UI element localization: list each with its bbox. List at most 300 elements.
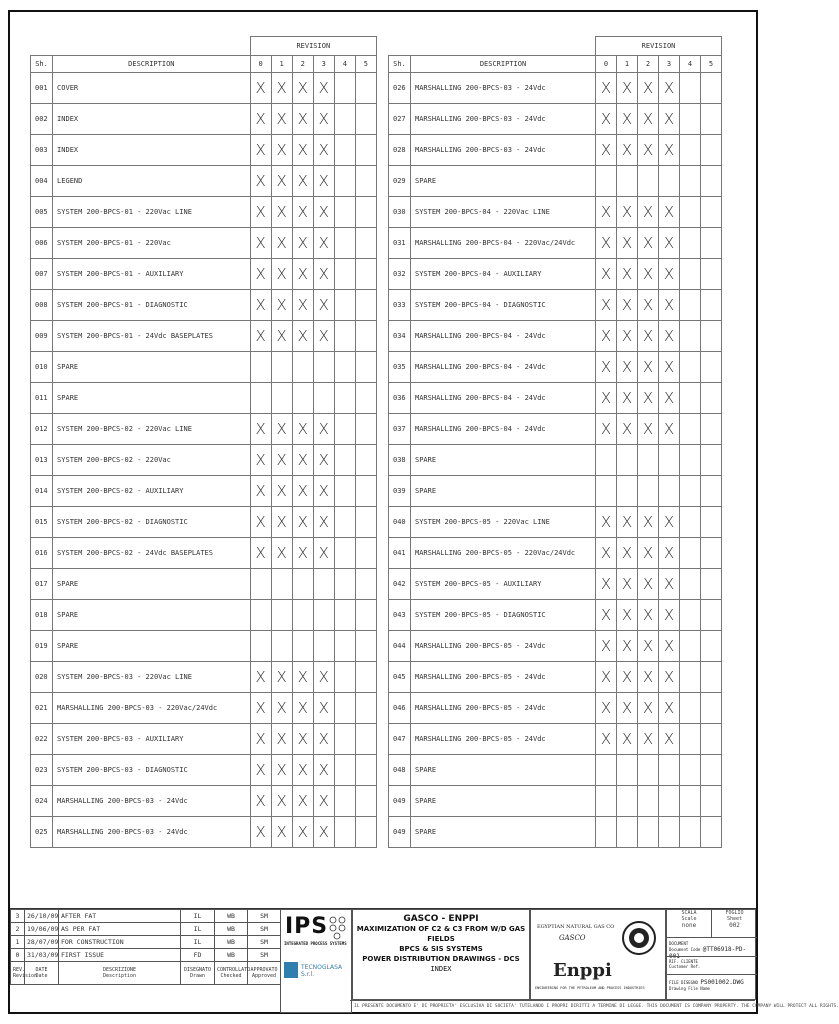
revision-mark-cell xyxy=(617,755,638,786)
index-row xyxy=(389,290,722,321)
revision-mark-cell xyxy=(596,445,617,476)
sheet-number-cell: 030 xyxy=(389,197,411,228)
revision-mark-cell xyxy=(334,507,355,538)
index-row xyxy=(389,817,722,848)
revision-mark-cell xyxy=(292,600,313,631)
revision-mark-cell xyxy=(355,693,376,724)
revision-mark-cell xyxy=(701,166,722,197)
revision-mark-cell: X xyxy=(596,383,617,414)
revision-mark-cell: X xyxy=(250,135,271,166)
index-row xyxy=(31,538,377,569)
revision-mark-cell: X xyxy=(596,104,617,135)
revision-mark-cell: X xyxy=(271,786,292,817)
description-cell: MARSHALLING 200-BPCS-04 - 220Vac/24Vdc xyxy=(411,228,596,259)
revision-mark-cell xyxy=(292,631,313,662)
revision-header: REVISION xyxy=(596,37,722,56)
revision-dr-cell: IL xyxy=(181,910,215,923)
revision-mark-cell: X xyxy=(250,259,271,290)
revision-mark-cell xyxy=(334,445,355,476)
description-cell: SYSTEM 200-BPCS-01 - 220Vac xyxy=(53,228,251,259)
revision-mark-cell: X xyxy=(313,321,334,352)
description-col-header: DESCRIPTION xyxy=(411,56,596,73)
revision-mark-cell: X xyxy=(659,724,680,755)
revision-ck-cell: WB xyxy=(215,923,248,936)
revision-mark-cell xyxy=(680,786,701,817)
revision-mark-cell: X xyxy=(617,104,638,135)
index-row xyxy=(31,259,377,290)
revision-mark-cell xyxy=(313,383,334,414)
revision-mark-cell xyxy=(334,569,355,600)
description-cell: MARSHALLING 200-BPCS-03 - 24Vdc xyxy=(53,786,251,817)
revision-mark-cell xyxy=(680,228,701,259)
index-row xyxy=(389,166,722,197)
sheet-number-cell: 024 xyxy=(31,786,53,817)
revision-mark-cell: X xyxy=(659,73,680,104)
description-cell: SYSTEM 200-BPCS-03 - 220Vac LINE xyxy=(53,662,251,693)
revision-mark-cell: X xyxy=(313,166,334,197)
revision-mark-cell xyxy=(701,693,722,724)
revision-mark-cell: X xyxy=(659,631,680,662)
description-cell: SYSTEM 200-BPCS-01 - 220Vac LINE xyxy=(53,197,251,228)
revision-mark-cell: X xyxy=(292,507,313,538)
revision-mark-cell: X xyxy=(292,321,313,352)
revision-mark-cell xyxy=(355,290,376,321)
revision-mark-cell: X xyxy=(313,662,334,693)
revision-mark-cell xyxy=(355,662,376,693)
revision-ck-cell: WB xyxy=(215,949,248,962)
revision-mark-cell xyxy=(680,538,701,569)
revision-mark-cell: X xyxy=(313,197,334,228)
revision-mark-cell: X xyxy=(638,693,659,724)
revision-mark-cell xyxy=(355,228,376,259)
description-cell: SYSTEM 200-BPCS-04 - AUXILIARY xyxy=(411,259,596,290)
index-row xyxy=(31,197,377,228)
revision-mark-cell: X xyxy=(313,73,334,104)
index-row xyxy=(389,383,722,414)
revision-desc-cell: FOR CONSTRUCTION xyxy=(59,936,181,949)
revision-mark-cell xyxy=(355,817,376,848)
revision-mark-cell xyxy=(313,600,334,631)
client-name: EGYPTIAN NATURAL GAS CO xyxy=(537,924,615,930)
revision-mark-cell xyxy=(659,445,680,476)
description-cell: SYSTEM 200-BPCS-01 - AUXILIARY xyxy=(53,259,251,290)
sheet-number-cell: 031 xyxy=(389,228,411,259)
index-row xyxy=(31,228,377,259)
client-short: GASCO xyxy=(559,934,586,942)
revision-mark-cell xyxy=(271,383,292,414)
sheet-number-cell: 016 xyxy=(31,538,53,569)
revision-mark-cell: X xyxy=(638,414,659,445)
revision-mark-cell xyxy=(334,631,355,662)
revision-mark-cell: X xyxy=(250,414,271,445)
revision-mark-cell xyxy=(680,476,701,507)
revision-mark-cell: X xyxy=(271,321,292,352)
revision-mark-cell: X xyxy=(617,569,638,600)
index-table-right xyxy=(388,36,722,848)
revision-mark-cell: X xyxy=(617,600,638,631)
revision-ck-cell: WB xyxy=(215,936,248,949)
index-row xyxy=(31,662,377,693)
revision-mark-cell: X xyxy=(271,414,292,445)
sheet-number-cell: 048 xyxy=(389,755,411,786)
revision-mark-cell: X xyxy=(617,383,638,414)
tecnoglasa-logo: TECNOGLASA xyxy=(301,964,343,971)
revision-mark-cell: X xyxy=(292,476,313,507)
sheet-label: FOGLIO xyxy=(725,910,744,916)
revision-mark-cell: X xyxy=(292,786,313,817)
index-row xyxy=(389,724,722,755)
revision-mark-cell: X xyxy=(617,352,638,383)
revision-mark-cell xyxy=(680,600,701,631)
sheet-number-cell: 006 xyxy=(31,228,53,259)
sheet-number-cell: 021 xyxy=(31,693,53,724)
revision-mark-cell: X xyxy=(250,166,271,197)
revision-mark-cell xyxy=(701,600,722,631)
revision-mark-cell xyxy=(680,383,701,414)
description-cell: INDEX xyxy=(53,104,251,135)
description-cell: SYSTEM 200-BPCS-01 - 24Vdc BASEPLATES xyxy=(53,321,251,352)
revision-mark-cell xyxy=(596,166,617,197)
index-row xyxy=(389,104,722,135)
revision-mark-cell: X xyxy=(659,352,680,383)
revision-mark-cell: X xyxy=(271,662,292,693)
revision-mark-cell: X xyxy=(292,414,313,445)
revision-mark-cell: X xyxy=(638,600,659,631)
sheet-number-cell: 023 xyxy=(31,755,53,786)
revision-history-table xyxy=(10,909,281,985)
description-cell: SPARE xyxy=(411,476,596,507)
description-cell: MARSHALLING 200-BPCS-03 - 24Vdc xyxy=(411,104,596,135)
index-row xyxy=(389,569,722,600)
revision-date-cell: 19/06/09 xyxy=(25,923,59,936)
revision-mark-cell xyxy=(334,197,355,228)
description-cell: SYSTEM 200-BPCS-02 - 24Vdc BASEPLATES xyxy=(53,538,251,569)
revision-mark-cell: X xyxy=(271,135,292,166)
sheet-number-cell: 003 xyxy=(31,135,53,166)
index-row xyxy=(389,445,722,476)
revision-mark-cell: X xyxy=(638,569,659,600)
revision-mark-cell xyxy=(355,104,376,135)
revision-mark-cell xyxy=(355,476,376,507)
sheet-number-cell: 034 xyxy=(389,321,411,352)
revision-mark-cell: X xyxy=(638,631,659,662)
sheet-number-cell: 049 xyxy=(389,786,411,817)
description-cell: SPARE xyxy=(411,445,596,476)
description-cell: MARSHALLING 200-BPCS-05 - 220Vac/24Vdc xyxy=(411,538,596,569)
client-box xyxy=(530,909,666,1000)
revision-mark-cell: X xyxy=(638,383,659,414)
revision-mark-cell: X xyxy=(313,445,334,476)
revision-mark-cell xyxy=(292,569,313,600)
document-code: @TT06918-PD-001 xyxy=(669,946,747,960)
revision-mark-cell: X xyxy=(313,414,334,445)
tecnoglasa-suffix: S.r.l. xyxy=(301,971,315,978)
revision-mark-cell: X xyxy=(659,197,680,228)
description-cell: SYSTEM 200-BPCS-04 - 220Vac LINE xyxy=(411,197,596,228)
revision-mark-cell xyxy=(701,445,722,476)
scale-value: none xyxy=(681,922,697,929)
description-cell: MARSHALLING 200-BPCS-04 - 24Vdc xyxy=(411,383,596,414)
index-row xyxy=(389,631,722,662)
project-line-1: MAXIMIZATION OF C2 & C3 FROM W/D GAS FIELDS xyxy=(356,925,526,943)
revision-mark-cell: X xyxy=(617,135,638,166)
index-row xyxy=(389,662,722,693)
revision-mark-cell xyxy=(659,755,680,786)
drawn-header: DISEGNATO xyxy=(183,967,212,973)
sheet-number-cell: 047 xyxy=(389,724,411,755)
sheet-number-cell: 017 xyxy=(31,569,53,600)
contractor-logo-box xyxy=(280,909,352,1013)
index-row xyxy=(31,817,377,848)
revision-mark-cell xyxy=(617,786,638,817)
revision-mark-cell xyxy=(701,786,722,817)
sheet-number-cell: 001 xyxy=(31,73,53,104)
sheet-number-cell: 049 xyxy=(389,817,411,848)
revision-mark-cell: X xyxy=(313,724,334,755)
enppi-tagline: ENGINEERING FOR THE PETROLEUM AND PROCESS INDUSTRIES xyxy=(535,986,645,990)
revision-mark-cell xyxy=(659,817,680,848)
revision-mark-cell: X xyxy=(596,73,617,104)
revision-mark-cell xyxy=(334,662,355,693)
revision-mark-cell xyxy=(701,290,722,321)
index-row xyxy=(31,476,377,507)
revision-mark-cell xyxy=(355,786,376,817)
index-row xyxy=(31,755,377,786)
revision-mark-cell: X xyxy=(250,817,271,848)
revision-mark-cell xyxy=(313,631,334,662)
sheet-number-cell: 015 xyxy=(31,507,53,538)
revision-date-cell: 28/07/09 xyxy=(25,936,59,949)
index-row xyxy=(31,631,377,662)
revision-mark-cell xyxy=(617,817,638,848)
revision-header: REVISION xyxy=(250,37,376,56)
index-row xyxy=(389,476,722,507)
revision-date-cell: 31/03/09 xyxy=(25,949,59,962)
revision-mark-cell: X xyxy=(292,817,313,848)
revision-mark-cell xyxy=(596,476,617,507)
tecnoglasa-icon xyxy=(284,962,298,978)
description-cell: SYSTEM 200-BPCS-03 - AUXILIARY xyxy=(53,724,251,755)
checked-sub-header: Checked xyxy=(220,973,242,979)
sheet-number-cell: 044 xyxy=(389,631,411,662)
revision-mark-cell: X xyxy=(250,786,271,817)
revision-date-cell: 26/10/09 xyxy=(25,910,59,923)
sheet-number-cell: 005 xyxy=(31,197,53,228)
revision-mark-cell: X xyxy=(313,290,334,321)
customer-ref-label: RIF. CLIENTE xyxy=(669,959,698,964)
drawing-title: INDEX xyxy=(430,965,452,973)
rev-col-header: 0 xyxy=(596,56,617,73)
revision-mark-cell: X xyxy=(250,538,271,569)
revision-mark-cell xyxy=(355,259,376,290)
revision-mark-cell xyxy=(596,817,617,848)
revision-mark-cell: X xyxy=(659,662,680,693)
revision-mark-cell xyxy=(334,724,355,755)
revision-mark-cell xyxy=(701,631,722,662)
revision-dr-cell: IL xyxy=(181,923,215,936)
revision-mark-cell xyxy=(250,569,271,600)
sheet-number-cell: 022 xyxy=(31,724,53,755)
index-row xyxy=(389,755,722,786)
revision-mark-cell: X xyxy=(313,135,334,166)
revision-mark-cell: X xyxy=(292,755,313,786)
revision-mark-cell: X xyxy=(250,693,271,724)
sheet-number-cell: 009 xyxy=(31,321,53,352)
revision-mark-cell xyxy=(334,476,355,507)
revision-mark-cell: X xyxy=(617,538,638,569)
sheet-number-cell: 033 xyxy=(389,290,411,321)
revision-mark-cell: X xyxy=(596,290,617,321)
document-sub-label: Document Code xyxy=(669,947,701,952)
revision-mark-cell xyxy=(334,600,355,631)
revision-mark-cell: X xyxy=(659,104,680,135)
drawn-sub-header: Drawn xyxy=(189,973,206,979)
revision-mark-cell xyxy=(355,724,376,755)
revision-mark-cell: X xyxy=(271,104,292,135)
index-row xyxy=(389,228,722,259)
index-row xyxy=(31,104,377,135)
sheet-number-cell: 002 xyxy=(31,104,53,135)
revision-mark-cell xyxy=(701,197,722,228)
revision-mark-cell: X xyxy=(271,166,292,197)
revision-rev-cell: 1 xyxy=(11,936,25,949)
index-row xyxy=(31,507,377,538)
sheet-number-cell: 036 xyxy=(389,383,411,414)
revision-mark-cell: X xyxy=(638,538,659,569)
revision-mark-cell: X xyxy=(596,197,617,228)
revision-mark-cell: X xyxy=(313,817,334,848)
sheet-number: 002 xyxy=(729,922,740,929)
revision-mark-cell xyxy=(334,693,355,724)
sheet-number-cell: 004 xyxy=(31,166,53,197)
sheet-number-cell: 025 xyxy=(31,817,53,848)
description-cell: MARSHALLING 200-BPCS-03 - 220Vac/24Vdc xyxy=(53,693,251,724)
revision-mark-cell: X xyxy=(250,290,271,321)
index-row xyxy=(31,321,377,352)
revision-mark-cell xyxy=(680,414,701,445)
revision-mark-cell: X xyxy=(638,228,659,259)
revision-mark-cell xyxy=(250,600,271,631)
index-row xyxy=(31,135,377,166)
revision-mark-cell xyxy=(355,445,376,476)
description-cell: SYSTEM 200-BPCS-02 - 220Vac LINE xyxy=(53,414,251,445)
revision-mark-cell: X xyxy=(617,693,638,724)
sheet-number-cell: 038 xyxy=(389,445,411,476)
sheet-number-cell: 014 xyxy=(31,476,53,507)
ips-logo: IPS xyxy=(285,914,329,939)
customer-ref-sub-label: Customer Ref. xyxy=(669,964,701,969)
revision-mark-cell: X xyxy=(638,197,659,228)
revision-mark-cell: X xyxy=(659,600,680,631)
revision-mark-cell xyxy=(638,476,659,507)
revision-mark-cell: X xyxy=(659,507,680,538)
revision-mark-cell xyxy=(638,445,659,476)
desc-header: DESCRIZIONE xyxy=(102,967,137,973)
revision-mark-cell xyxy=(271,352,292,383)
revision-row xyxy=(11,936,281,949)
ips-emblem-icon xyxy=(327,915,349,941)
revision-mark-cell: X xyxy=(292,290,313,321)
index-row xyxy=(31,73,377,104)
revision-mark-cell xyxy=(701,476,722,507)
description-cell: LEGEND xyxy=(53,166,251,197)
revision-mark-cell: X xyxy=(617,228,638,259)
revision-mark-cell: X xyxy=(617,662,638,693)
revision-mark-cell: X xyxy=(617,631,638,662)
revision-mark-cell xyxy=(334,228,355,259)
revision-mark-cell xyxy=(638,786,659,817)
revision-mark-cell xyxy=(334,73,355,104)
revision-mark-cell xyxy=(355,352,376,383)
rev-header: REV. xyxy=(13,967,26,973)
revision-mark-cell: X xyxy=(659,383,680,414)
revision-mark-cell xyxy=(355,600,376,631)
revision-mark-cell: X xyxy=(659,259,680,290)
ips-tagline: INTEGRATED PROCESS SYSTEMS xyxy=(284,941,347,946)
revision-mark-cell xyxy=(701,135,722,166)
file-sub-label: Drawing File Name xyxy=(669,986,710,991)
property-note: IL PRESENTE DOCUMENTO E' DI PROPRIETA' ESCLUSIVA DI SOCIETA' TUTELANDO I PROPRI DIRITTI A TERMINE DI LEGGE. THIS DOCUMENT IS COMPANY PROPERTY. THE COMPANY WILL PROTECT ALL RIGHTS. xyxy=(350,1000,755,1013)
rev-col-header: 1 xyxy=(271,56,292,73)
revision-mark-cell: X xyxy=(250,228,271,259)
revision-mark-cell xyxy=(334,166,355,197)
index-row xyxy=(31,414,377,445)
revision-mark-cell xyxy=(701,228,722,259)
revision-rev-cell: 3 xyxy=(11,910,25,923)
revision-mark-cell: X xyxy=(313,755,334,786)
revision-mark-cell: X xyxy=(313,507,334,538)
revision-mark-cell: X xyxy=(292,259,313,290)
revision-mark-cell: X xyxy=(638,321,659,352)
revision-mark-cell xyxy=(292,352,313,383)
rev-col-header: 1 xyxy=(617,56,638,73)
revision-mark-cell: X xyxy=(271,693,292,724)
revision-mark-cell: X xyxy=(271,290,292,321)
index-row xyxy=(31,383,377,414)
revision-mark-cell: X xyxy=(617,73,638,104)
description-cell: SYSTEM 200-BPCS-05 - DIAGNOSTIC xyxy=(411,600,596,631)
index-row xyxy=(389,352,722,383)
revision-mark-cell xyxy=(680,352,701,383)
sheet-number-cell: 019 xyxy=(31,631,53,662)
revision-mark-cell xyxy=(355,631,376,662)
index-row xyxy=(31,445,377,476)
revision-mark-cell: X xyxy=(596,414,617,445)
revision-mark-cell xyxy=(250,631,271,662)
revision-mark-cell xyxy=(680,724,701,755)
gasco-emblem-icon xyxy=(621,920,657,956)
revision-mark-cell: X xyxy=(271,445,292,476)
index-row xyxy=(389,600,722,631)
revision-mark-cell: X xyxy=(638,352,659,383)
revision-mark-cell xyxy=(334,817,355,848)
description-cell: SYSTEM 200-BPCS-05 - 220Vac LINE xyxy=(411,507,596,538)
project-line-3: POWER DISTRIBUTION DRAWINGS - DCS xyxy=(362,955,520,963)
revision-mark-cell: X xyxy=(313,259,334,290)
revision-mark-cell: X xyxy=(596,569,617,600)
revision-mark-cell xyxy=(355,383,376,414)
revision-mark-cell xyxy=(313,569,334,600)
revision-mark-cell xyxy=(292,383,313,414)
revision-mark-cell: X xyxy=(638,507,659,538)
index-table-left xyxy=(30,36,377,848)
revision-mark-cell: X xyxy=(596,507,617,538)
scale-label: SCALA xyxy=(681,910,697,916)
approved-header: APPROVATO xyxy=(250,967,278,973)
date-header: DATE xyxy=(35,967,48,973)
drawing-sheet xyxy=(8,10,839,1014)
revision-mark-cell: X xyxy=(617,290,638,321)
